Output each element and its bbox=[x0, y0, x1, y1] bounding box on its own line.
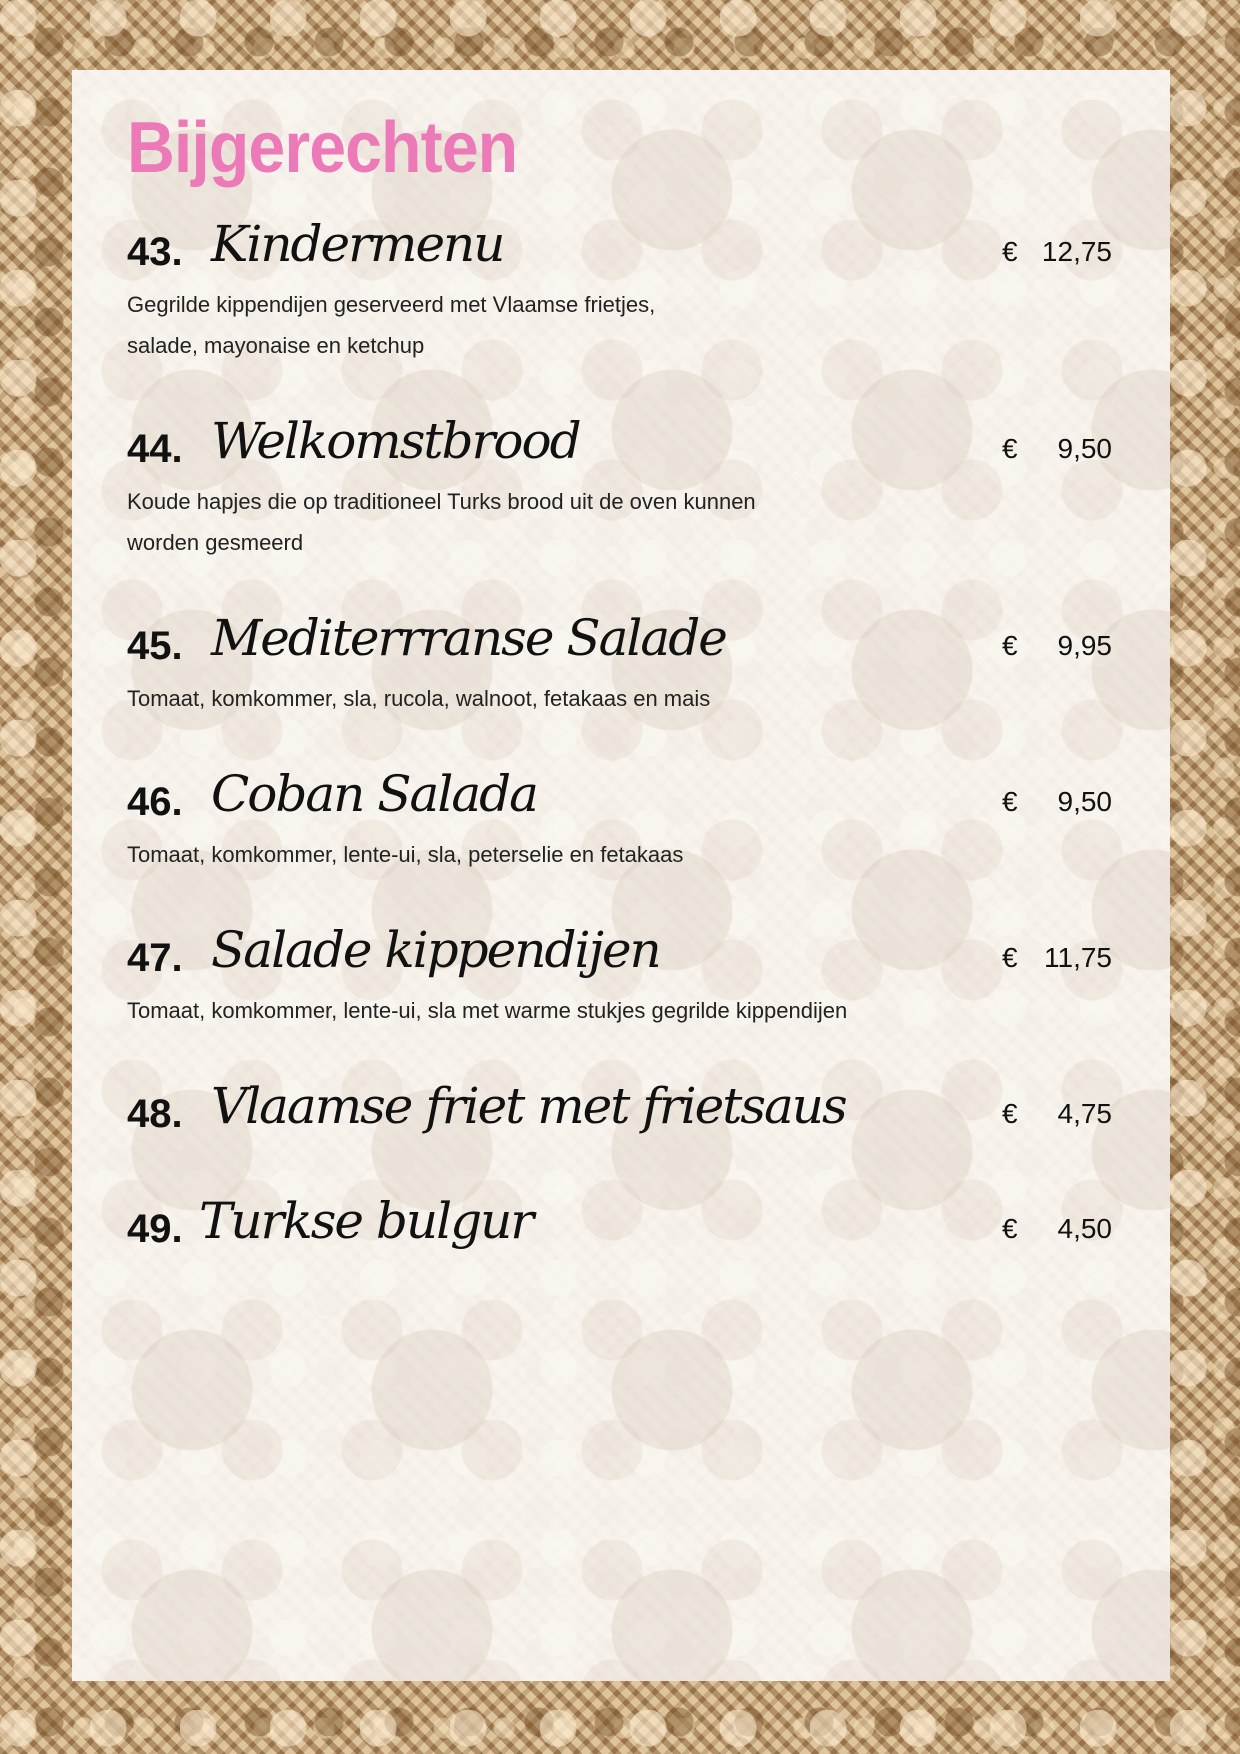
item-description bbox=[127, 678, 1027, 719]
item-name: Mediterrranse Salade bbox=[211, 609, 726, 667]
item-number: 45. bbox=[127, 624, 183, 668]
item-name: Salade kippendijen bbox=[211, 921, 660, 979]
item-name: Turkse bulgur bbox=[199, 1192, 533, 1250]
price-value: 11,75 bbox=[1044, 942, 1112, 973]
item-number: 49. bbox=[127, 1207, 183, 1251]
price-value: 9,50 bbox=[1057, 433, 1112, 464]
item-price bbox=[1002, 938, 1112, 978]
item-price bbox=[1002, 429, 1112, 469]
description-line: Koude hapjes die op traditioneel Turks brood uit de oven kunnen bbox=[127, 489, 756, 514]
item-number: 44. bbox=[127, 427, 183, 471]
item-price bbox=[1002, 626, 1112, 666]
item-name: Kindermenu bbox=[211, 215, 504, 273]
item-name: Vlaamse friet met frietsaus bbox=[211, 1077, 846, 1135]
description-line: Tomaat, komkommer, lente-ui, sla met warme stukjes gegrilde kippendijen bbox=[127, 998, 848, 1023]
currency-symbol: € bbox=[1002, 433, 1018, 464]
price-value: 4,75 bbox=[1057, 1098, 1112, 1129]
item-number: 46. bbox=[127, 780, 183, 824]
item-number: 47. bbox=[127, 936, 183, 980]
currency-symbol: € bbox=[1002, 942, 1018, 973]
description-line: Gegrilde kippendijen geserveerd met Vlaamse frietjes, bbox=[127, 292, 656, 317]
item-price bbox=[1002, 232, 1112, 272]
item-description bbox=[127, 990, 1027, 1031]
currency-symbol: € bbox=[1002, 630, 1018, 661]
item-name: Welkomstbrood bbox=[211, 412, 580, 470]
item-price bbox=[1002, 1209, 1112, 1249]
description-line: Tomaat, komkommer, lente-ui, sla, peterselie en fetakaas bbox=[127, 842, 684, 867]
page-title: Bijgerechten bbox=[127, 108, 518, 188]
description-line: worden gesmeerd bbox=[127, 530, 304, 555]
currency-symbol: € bbox=[1002, 236, 1018, 267]
price-value: 12,75 bbox=[1041, 236, 1112, 267]
item-number: 48. bbox=[127, 1092, 183, 1136]
item-price bbox=[1002, 782, 1112, 822]
currency-symbol: € bbox=[1002, 786, 1018, 817]
currency-symbol: € bbox=[1002, 1213, 1018, 1244]
item-name: Coban Salada bbox=[211, 765, 537, 823]
item-number: 43. bbox=[127, 230, 183, 274]
price-value: 4,50 bbox=[1057, 1213, 1112, 1244]
item-description bbox=[127, 834, 1027, 875]
menu-panel bbox=[72, 70, 1170, 1681]
currency-symbol: € bbox=[1002, 1098, 1018, 1129]
item-description bbox=[127, 481, 1027, 563]
item-description bbox=[127, 284, 1027, 366]
price-value: 9,50 bbox=[1057, 786, 1112, 817]
price-value: 9,95 bbox=[1057, 630, 1112, 661]
item-price bbox=[1002, 1094, 1112, 1134]
description-line: Tomaat, komkommer, sla, rucola, walnoot, fetakaas en mais bbox=[127, 686, 711, 711]
description-line: salade, mayonaise en ketchup bbox=[127, 333, 425, 358]
